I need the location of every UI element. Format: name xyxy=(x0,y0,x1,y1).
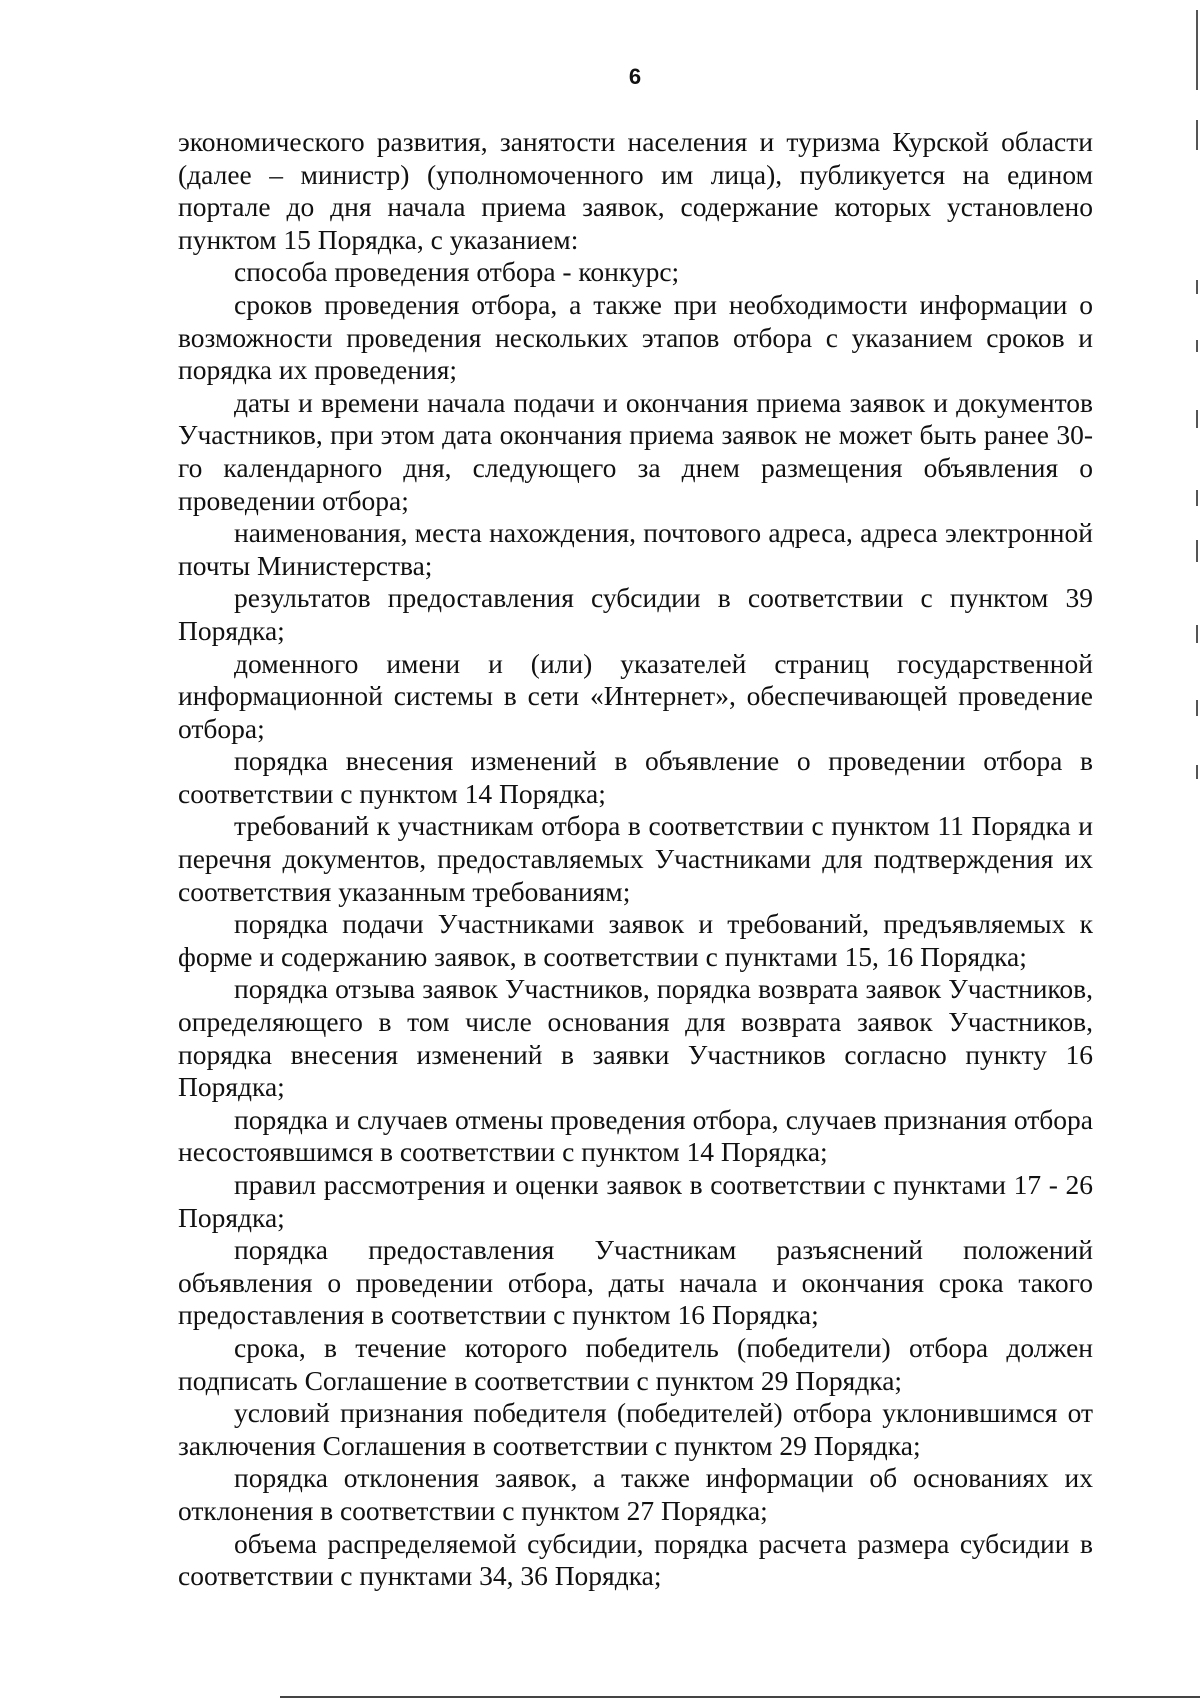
list-item: порядка и случаев отмены проведения отбора, случаев признания отбора несостоявшимся в соответствии с пунктом 14 Порядка; xyxy=(178,1103,1093,1168)
list-item: условий признания победителя (победителей) отбора уклонившимся от заключения Соглашения в соответствии с пунктом 29 Порядка; xyxy=(178,1397,1093,1461)
list-item: объема распределяемой субсидии, порядка расчета размера субсидии в соответствии с пунктами 34, 36 Порядка; xyxy=(178,1527,1093,1592)
list-item: сроков проведения отбора, а также при необходимости информации о возможности проведения нескольких этапов отбора с указанием сроков и порядка их проведения; xyxy=(178,288,1093,386)
list-item: даты и времени начала подачи и окончания приема заявок и документов Участников, при этом дата окончания приема заявок не может быть ранее 30-го календарного дня, следующего за днем размещения объявления о проведении отбора; xyxy=(178,386,1093,516)
scan-edge-mark xyxy=(1196,410,1198,428)
scan-bottom-edge xyxy=(280,1696,1200,1698)
scan-edge-mark xyxy=(1196,120,1198,150)
list-item: правил рассмотрения и оценки заявок в соответствии с пунктами 17 - 26 Порядка; xyxy=(178,1169,1093,1233)
scan-edge-mark xyxy=(1196,340,1198,352)
list-item: результатов предоставления субсидии в соответствии с пунктом 39 Порядка; xyxy=(178,582,1093,646)
page-number: 6 xyxy=(628,64,642,89)
list-item: способа проведения отбора - конкурс; xyxy=(234,256,680,288)
list-item: срока, в течение которого победитель (победители) отбора должен подписать Соглашение в соответствии с пунктом 29 Порядка; xyxy=(178,1331,1093,1396)
list-item: порядка отклонения заявок, а также информации об основаниях их отклонения в соответствии с пунктом 27 Порядка; xyxy=(178,1462,1093,1526)
list-item: порядка предоставления Участникам разъяснений положений объявления о проведении отбора, даты начала и окончания срока такого предоставления в соответствии с пунктом 16 Порядка; xyxy=(178,1234,1093,1331)
scan-edge-mark xyxy=(1196,625,1198,643)
scan-edge-mark xyxy=(1196,280,1198,294)
list-item: доменного имени и (или) указателей страниц государственной информационной системы в сети «Интернет», обеспечивающей проведение отбора; xyxy=(178,647,1093,744)
scan-edge-mark xyxy=(1196,540,1198,562)
list-item: наименования, места нахождения, почтового адреса, адреса электронной почты Министерства; xyxy=(178,517,1093,581)
paragraph-continuation: экономического развития, занятости населения и туризма Курской области (далее – министр) (уполномоченного им лица), публикуется на едином портале до дня начала приема заявок, содержание которых установлено пунктом 15 Порядка, с указанием: xyxy=(178,126,1093,255)
scan-edge-mark xyxy=(1196,700,1198,716)
scan-edge-mark xyxy=(1196,10,1198,90)
list-item: порядка отзыва заявок Участников, порядка возврата заявок Участников, определяющего в том числе основания для возврата заявок Участников, порядка внесения изменений в заявки Участников согласно пункту 16 Порядка; xyxy=(178,973,1093,1103)
list-item: требований к участникам отбора в соответствии с пунктом 11 Порядка и перечня документов, предоставляемых Участниками для подтверждения их соответствия указанным требованиям; xyxy=(178,810,1093,907)
scan-edge-mark xyxy=(1196,765,1198,779)
list-item: порядка подачи Участниками заявок и требований, предъявляемых к форме и содержанию заявок, в соответствии с пунктами 15, 16 Порядка; xyxy=(178,908,1093,972)
scan-edge-mark xyxy=(1196,490,1198,506)
document-body xyxy=(178,126,1093,1593)
list-item: порядка внесения изменений в объявление о проведении отбора в соответствии с пунктом 14 Порядка; xyxy=(178,745,1093,809)
